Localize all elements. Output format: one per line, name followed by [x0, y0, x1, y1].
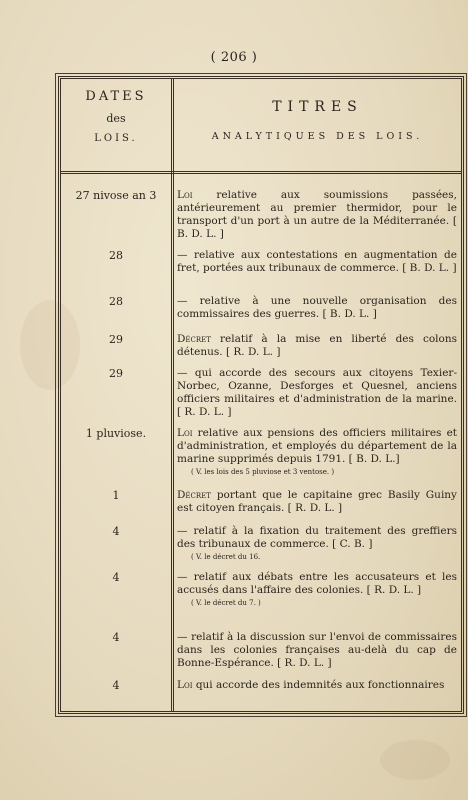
entry-body: relative aux soumissions passées, antérieurement au premier thermidor, pour le transport d'un port à un autre de la Méditerranée. [ B. D. L. ]: [177, 189, 457, 240]
entry-text: [177, 525, 457, 562]
entry-date: 4: [112, 631, 120, 644]
dates-header-word: DATES: [85, 89, 147, 104]
entry-text: [177, 427, 457, 477]
page-number: ( 206 ): [210, 50, 258, 65]
entry-date: 4: [112, 525, 120, 538]
titles-column-header: [174, 85, 461, 142]
entry-lead: Décret: [177, 333, 211, 345]
entry-text: [177, 333, 457, 359]
entry-body: — relative aux contestations en augmentation de fret, portées aux tribunaux de commerce. [ B. D. L. ]: [177, 249, 457, 274]
entry-date: 4: [112, 571, 120, 584]
dates-header-des: des: [106, 112, 126, 125]
entry-date: 29: [109, 367, 123, 380]
entry-date: 4: [112, 679, 120, 692]
dates-header-lois: LOIS.: [94, 133, 138, 144]
entry-date: 28: [109, 249, 123, 262]
entry-note: ( V. les lois des 5 pluviose et 3 ventose. ): [191, 468, 335, 476]
entry-text: [177, 571, 457, 608]
entry-date: 29: [109, 333, 123, 346]
entry-lead: Décret: [177, 489, 211, 501]
entry-date: 1 pluviose.: [85, 427, 147, 440]
entry-body: relatif à la mise en liberté des colons détenus. [ R. D. L. ]: [177, 333, 457, 358]
titles-header-word: TITRES: [272, 99, 363, 115]
entry-lead: Loi: [177, 679, 193, 691]
entry-body: — qui accorde des secours aux citoyens Texier-Norbec, Ozanne, Desforges et Quesnel, anciens officiers militaires et d'administration de la marine. [ R. D. L. ]: [177, 367, 457, 418]
table-frame: [58, 76, 464, 714]
entry-date: 1: [112, 489, 120, 502]
entry-lead: Loi: [177, 189, 193, 201]
entry-text: [177, 189, 457, 241]
titles-header-subtitle: ANALYTIQUES DES LOIS.: [211, 131, 424, 142]
entry-body: — relatif aux débats entre les accusateurs et les accusés dans l'affaire des colonies. [ R. D. L. ]: [177, 571, 457, 596]
entry-body: portant que le capitaine grec Basily Guiny est citoyen français. [ R. D. L. ]: [177, 489, 457, 514]
entry-date: 28: [109, 295, 123, 308]
entry-body: — relative à une nouvelle organisation des commissaires des guerres. [ B. D. L. ]: [177, 295, 457, 320]
entry-body: qui accorde des indemnités aux fonctionnaires: [192, 679, 445, 691]
entry-text: [177, 249, 457, 275]
entry-text: [177, 631, 457, 670]
entry-note: ( V. le décret du 16.: [191, 553, 261, 561]
paper-stain: [380, 740, 450, 780]
entry-body: relative aux pensions des officiers militaires et d'administration, et employés du département de la marine supprimés depuis 1791. [ B. D. L.]: [177, 427, 457, 465]
header-rule: [61, 171, 461, 174]
entry-date: 27 nivose an 3: [75, 189, 157, 202]
dates-column-header: [61, 85, 171, 144]
entry-text: [177, 295, 457, 321]
entry-text: [177, 679, 457, 692]
entry-lead: Loi: [177, 427, 193, 439]
entry-body: — relatif à la discussion sur l'envoi de commissaires dans les colonies françaises au-delà du cap de Bonne-Espérance. [ R. D. L. ]: [177, 631, 457, 669]
entry-body: — relatif à la fixation du traitement des greffiers des tribunaux de commerce. [ C. B. ]: [177, 525, 457, 550]
entry-note: ( V. le décret du 7. ): [191, 599, 261, 607]
entry-text: [177, 489, 457, 515]
entry-text: [177, 367, 457, 419]
